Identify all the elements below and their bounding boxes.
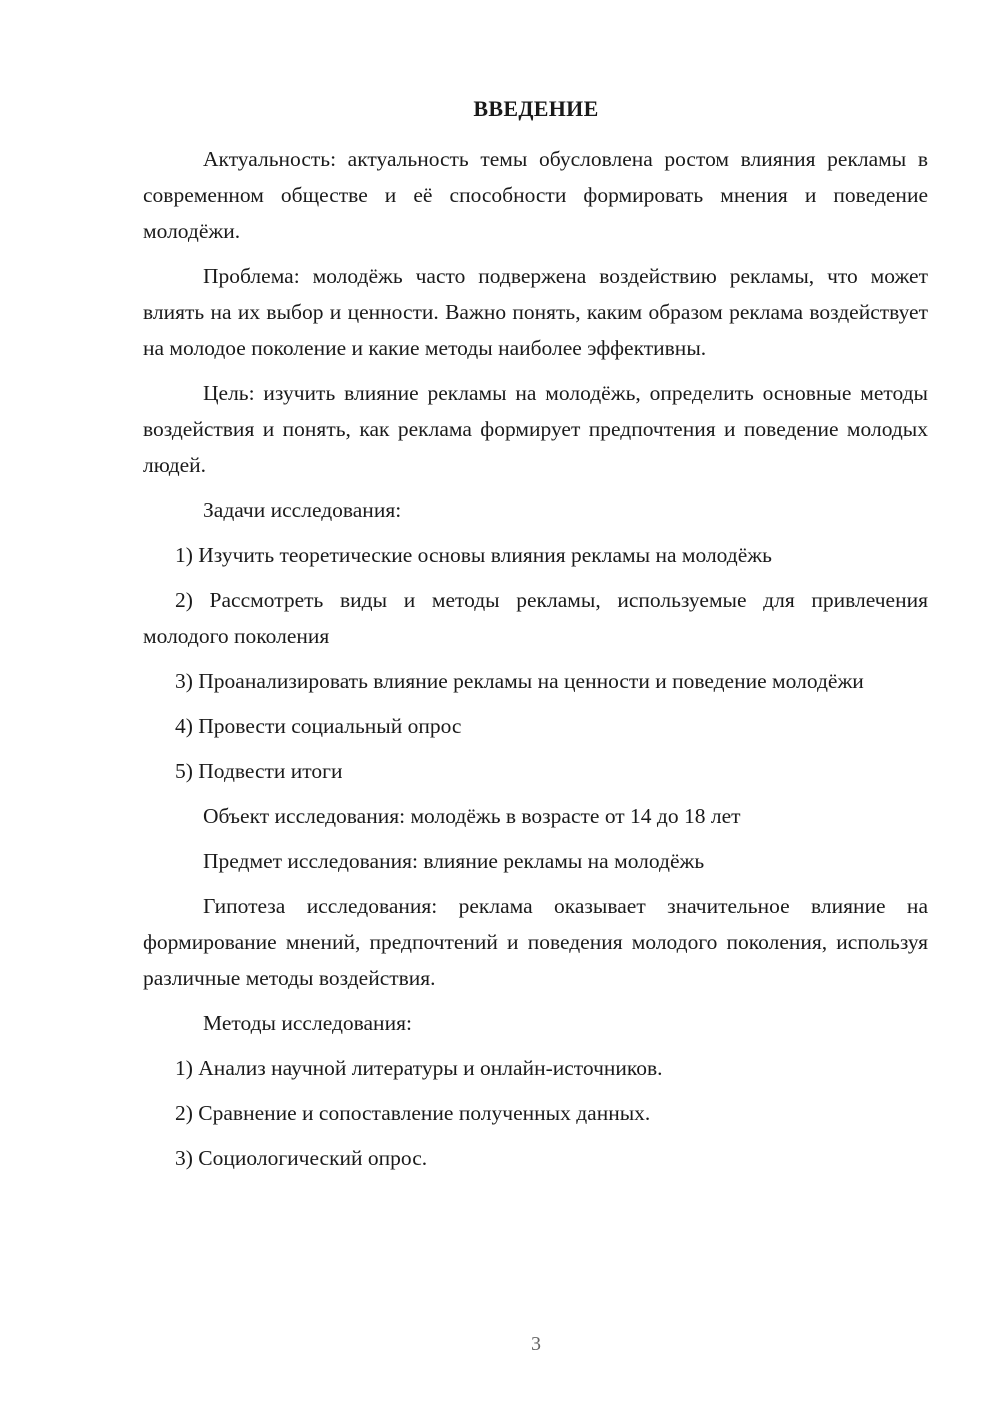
methods-title: Методы исследования:: [203, 1011, 412, 1035]
task-item: 1) Изучить теоретические основы влияния рекламы на молодёжь: [175, 543, 772, 567]
hypothesis-paragraph: Гипотеза исследования: реклама оказывает значительное влияние на формирование мнений, предпочтений и поведения молодого поколения, используя различные методы воздействия.: [143, 894, 928, 990]
section-heading: ВВЕДЕНИЕ: [473, 96, 599, 121]
goal-paragraph: Цель: изучить влияние рекламы на молодёжь, определить основные методы воздействия и понять, как реклама формирует предпочтения и поведение молодых людей.: [143, 381, 928, 477]
method-item: 1) Анализ научной литературы и онлайн-источников.: [175, 1056, 663, 1080]
task-item: 5) Подвести итоги: [175, 759, 343, 783]
tasks-title: Задачи исследования:: [203, 498, 402, 522]
method-item: 3) Социологический опрос.: [175, 1146, 428, 1170]
problem-paragraph: Проблема: молодёжь часто подвержена воздействию рекламы, что может влиять на их выбор и ценности. Важно понять, каким образом реклама воздействует на молодое поколение и какие методы наиболее эффективны.: [143, 264, 928, 360]
task-item: 3) Проанализировать влияние рекламы на ценности и поведение молодёжи: [175, 669, 864, 693]
relevance-paragraph: Актуальность: актуальность темы обусловлена ростом влияния рекламы в современном обществе и её способности формировать мнения и поведение молодёжи.: [143, 147, 928, 243]
task-item: 2) Рассмотреть виды и методы рекламы, используемые для привлечения молодого поколения: [143, 588, 928, 648]
document-body: [143, 141, 928, 1185]
object-paragraph: Объект исследования: молодёжь в возрасте от 14 до 18 лет: [203, 804, 741, 828]
task-item: 4) Провести социальный опрос: [175, 714, 462, 738]
page-number: 3: [531, 1333, 541, 1355]
subject-paragraph: Предмет исследования: влияние рекламы на молодёжь: [203, 849, 705, 873]
method-item: 2) Сравнение и сопоставление полученных данных.: [175, 1101, 651, 1125]
